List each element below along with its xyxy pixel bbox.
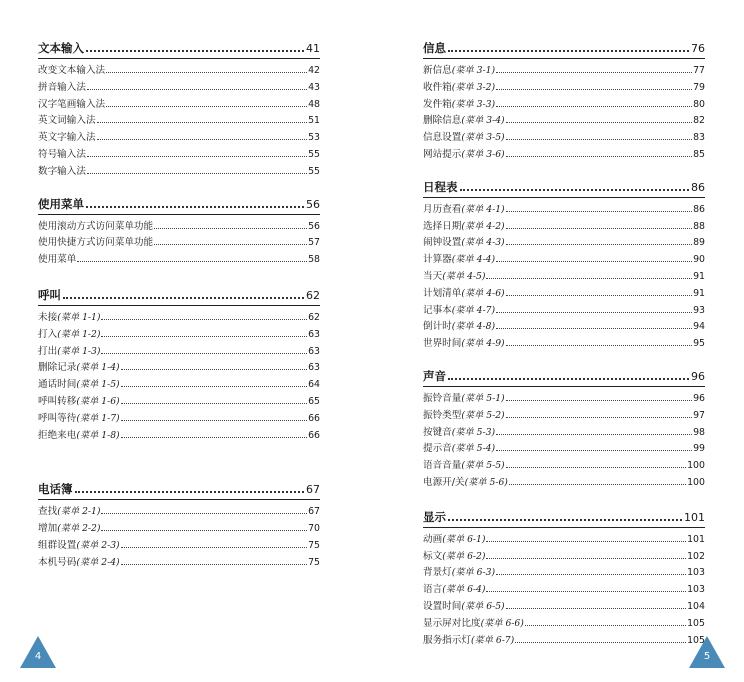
entry-label: 拼音输入法 — [38, 81, 86, 93]
entry-label: 记事本 — [423, 304, 452, 316]
entry-label: 新信息 — [423, 65, 452, 76]
toc-entry[interactable] — [38, 554, 320, 571]
dot-leader — [97, 139, 308, 140]
entry-menu-ref: (菜单 1-2) — [57, 328, 101, 340]
toc-entry[interactable] — [423, 112, 705, 129]
entry-page-number: 55 — [308, 165, 320, 177]
page-number-right: 5 — [703, 651, 711, 662]
toc-entry[interactable] — [38, 520, 320, 537]
toc-entry[interactable] — [423, 96, 705, 113]
entry-page-number: 98 — [693, 426, 705, 438]
toc-section — [38, 481, 320, 570]
entry-label: 信息设置 — [423, 132, 462, 144]
entry-page-number: 62 — [308, 311, 320, 323]
toc-entry[interactable] — [423, 440, 705, 457]
entry-menu-ref: (菜单 6-6) — [480, 617, 524, 629]
entry-menu-ref: (菜单 4-7) — [451, 304, 496, 316]
section-title: 声音 — [423, 368, 446, 383]
section-page-number: 101 — [684, 510, 705, 524]
toc-entry[interactable] — [38, 410, 320, 427]
dot-leader — [506, 608, 686, 609]
section-title-row[interactable] — [38, 287, 320, 306]
toc-section — [38, 196, 320, 268]
toc-entry[interactable] — [423, 318, 705, 335]
entry-page-number: 53 — [308, 132, 320, 144]
entry-menu-ref: (菜单 6-5) — [461, 600, 505, 612]
entry-page-number: 56 — [308, 220, 320, 232]
entry-menu-ref: (菜单 3-1) — [451, 65, 496, 76]
dot-leader — [87, 173, 307, 174]
section-title: 呼叫 — [38, 287, 61, 302]
dot-leader — [486, 591, 686, 592]
toc-entry[interactable] — [38, 146, 320, 163]
entry-menu-ref: (菜单 3-6) — [461, 148, 505, 160]
entry-page-number: 77 — [693, 65, 705, 76]
entry-label: 振铃音量 — [423, 392, 462, 404]
entry-label: 设置时间 — [423, 600, 462, 612]
toc-entry[interactable] — [423, 251, 705, 268]
entry-menu-ref: (菜单 2-1) — [57, 506, 101, 518]
toc-section — [423, 509, 705, 649]
entry-page-number: 91 — [693, 270, 705, 282]
entry-page-number: 43 — [308, 81, 320, 93]
toc-entry[interactable] — [38, 326, 320, 343]
entry-menu-ref: (菜单 5-3) — [451, 426, 496, 438]
entry-menu-ref: (菜单 2-2) — [57, 523, 101, 535]
entry-page-number: 51 — [308, 115, 320, 127]
entry-page-number: 91 — [693, 287, 705, 299]
entry-page-number: 66 — [308, 429, 320, 441]
entry-page-number: 103 — [687, 584, 705, 596]
entry-label: 数字输入法 — [38, 165, 86, 177]
toc-entry[interactable] — [38, 79, 320, 96]
entry-page-number: 104 — [687, 600, 705, 612]
dot-leader — [506, 211, 692, 212]
dot-leader — [448, 378, 689, 380]
toc-entry[interactable] — [423, 234, 705, 251]
section-title-row[interactable] — [38, 481, 320, 500]
entry-menu-ref: (菜单 4-9) — [461, 338, 505, 350]
entry-menu-ref: (菜单 1-3) — [57, 345, 101, 357]
entry-menu-ref: (菜单 4-6) — [461, 287, 505, 299]
entry-page-number: 42 — [308, 65, 320, 76]
dot-leader — [87, 89, 307, 90]
dot-leader — [154, 228, 307, 229]
entry-menu-ref: (菜单 5-1) — [461, 392, 505, 404]
entry-label: 动画 — [423, 533, 443, 545]
entry-menu-ref: (菜单 6-7) — [470, 634, 515, 646]
entry-page-number: 66 — [308, 412, 320, 424]
entry-label: 计算器 — [423, 254, 452, 266]
entry-page-number: 85 — [693, 148, 705, 160]
section-title-row[interactable] — [423, 179, 705, 198]
section-page-number: 56 — [306, 197, 320, 211]
dot-leader — [121, 386, 307, 387]
entry-menu-ref: (菜单 4-3) — [461, 237, 505, 249]
entry-page-number: 89 — [693, 237, 705, 249]
toc-entry[interactable] — [38, 537, 320, 554]
entry-menu-ref: (菜单 1-7) — [76, 412, 120, 424]
entry-label: 未接 — [38, 311, 58, 323]
entry-menu-ref: (菜单 3-3) — [451, 98, 496, 110]
section-page-number: 96 — [691, 369, 705, 383]
dot-leader — [496, 106, 692, 107]
entry-label: 闹钟设置 — [423, 237, 462, 249]
entry-label: 选择日期 — [423, 220, 462, 232]
entry-menu-ref: (菜单 5-6) — [464, 476, 508, 488]
entry-label: 显示屏对比度 — [423, 617, 481, 629]
entry-label: 发件箱 — [423, 98, 452, 110]
entry-page-number: 83 — [693, 132, 705, 144]
entry-label: 使用快捷方式访问菜单功能 — [38, 237, 154, 249]
entry-menu-ref: (菜单 5-5) — [461, 460, 505, 472]
entry-label: 网站提示 — [423, 148, 462, 160]
section-title: 文本输入 — [38, 41, 84, 55]
entry-menu-ref: (菜单 6-3) — [451, 567, 496, 579]
entry-page-number: 100 — [687, 476, 705, 488]
entry-page-number: 105 — [687, 617, 705, 629]
entry-page-number: 63 — [308, 362, 320, 374]
toc-section — [423, 368, 705, 491]
dot-leader — [496, 328, 692, 329]
entry-label: 背景灯 — [423, 567, 452, 579]
entry-page-number: 93 — [693, 304, 705, 316]
entry-menu-ref: (菜单 3-5) — [461, 132, 505, 144]
toc-entry[interactable] — [423, 129, 705, 146]
toc-entry[interactable] — [38, 393, 320, 410]
entry-menu-ref: (菜单 5-4) — [451, 443, 496, 455]
entry-menu-ref: (菜单 4-8) — [451, 321, 496, 333]
toc-entry[interactable] — [423, 335, 705, 352]
dot-leader — [154, 244, 307, 245]
dot-leader — [101, 513, 307, 514]
dot-leader — [101, 530, 307, 531]
entry-label: 服务指示灯 — [423, 634, 471, 646]
toc-entry[interactable] — [38, 376, 320, 393]
dot-leader — [97, 122, 308, 123]
dot-leader — [496, 450, 692, 451]
dot-leader — [515, 642, 686, 643]
entry-menu-ref: (菜单 1-5) — [76, 379, 120, 391]
entry-label: 汉字笔画输入法 — [38, 98, 106, 110]
entry-label: 本机号码 — [38, 556, 77, 568]
dot-leader — [525, 625, 686, 626]
entry-label: 收件箱 — [423, 81, 452, 93]
entry-page-number: 90 — [693, 254, 705, 266]
toc-left-column — [38, 40, 320, 571]
toc-entry[interactable] — [423, 146, 705, 163]
entry-menu-ref: (菜单 3-4) — [461, 115, 505, 127]
toc-entry[interactable] — [38, 112, 320, 129]
entry-page-number: 95 — [693, 338, 705, 350]
entry-label: 电源开/关 — [423, 476, 465, 488]
entry-menu-ref: (菜单 2-4) — [76, 556, 120, 568]
toc-entry[interactable] — [423, 390, 705, 407]
entry-menu-ref: (菜单 5-2) — [461, 409, 505, 421]
entry-page-number: 70 — [308, 523, 320, 535]
entry-menu-ref: (菜单 1-4) — [76, 362, 120, 374]
entry-page-number: 86 — [693, 203, 705, 215]
entry-label: 英文字输入法 — [38, 132, 96, 144]
entry-page-number: 75 — [308, 539, 320, 551]
dot-leader — [87, 156, 307, 157]
toc-entry[interactable] — [38, 427, 320, 444]
toc-entry[interactable] — [423, 531, 705, 548]
entry-menu-ref: (菜单 4-2) — [461, 220, 505, 232]
toc-entry[interactable] — [423, 615, 705, 632]
dot-leader — [86, 206, 304, 208]
dot-leader — [506, 295, 692, 296]
dot-leader — [121, 369, 307, 370]
toc-entry[interactable] — [38, 234, 320, 251]
entry-page-number: 88 — [693, 220, 705, 232]
section-page-number: 67 — [306, 483, 320, 497]
dot-leader — [496, 312, 692, 313]
entry-label: 振铃类型 — [423, 409, 462, 421]
entry-menu-ref: (菜单 4-4) — [451, 254, 496, 266]
entry-label: 语言 — [423, 584, 443, 596]
toc-right-column — [423, 40, 705, 648]
entry-label: 删除信息 — [423, 115, 462, 127]
dot-leader — [101, 353, 307, 354]
toc-section — [38, 287, 320, 443]
entry-page-number: 82 — [693, 115, 705, 127]
section-page-number: 41 — [306, 42, 320, 55]
toc-entry[interactable] — [38, 309, 320, 326]
dot-leader — [121, 437, 307, 438]
dot-leader — [496, 574, 686, 575]
entry-label: 标文 — [423, 550, 443, 562]
entry-menu-ref: (菜单 3-2) — [451, 81, 496, 93]
entry-label: 语音音量 — [423, 460, 462, 472]
entry-label: 增加 — [38, 523, 58, 535]
entry-page-number: 55 — [308, 148, 320, 160]
section-title: 显示 — [423, 509, 446, 524]
entry-page-number: 48 — [308, 98, 320, 110]
entry-page-number: 79 — [693, 81, 705, 93]
dot-leader — [506, 122, 692, 123]
toc-entry[interactable] — [423, 598, 705, 615]
entry-menu-ref: (菜单 2-3) — [76, 539, 120, 551]
page-number-left: 4 — [34, 651, 42, 662]
dot-leader — [506, 139, 692, 140]
entry-page-number: 58 — [308, 254, 320, 266]
entry-menu-ref: (菜单 1-6) — [76, 395, 120, 407]
entry-page-number: 102 — [687, 550, 705, 562]
dot-leader — [121, 403, 307, 404]
section-title: 日程表 — [423, 179, 458, 194]
toc-entry[interactable] — [423, 407, 705, 424]
entry-label: 使用菜单 — [38, 254, 77, 266]
toc-entry[interactable] — [423, 457, 705, 474]
section-title-row[interactable] — [38, 196, 320, 215]
dot-leader — [506, 156, 692, 157]
toc-entry[interactable] — [423, 564, 705, 581]
entry-page-number: 94 — [693, 321, 705, 333]
entry-page-number: 63 — [308, 345, 320, 357]
entry-menu-ref: (菜单 1-1) — [57, 311, 101, 323]
entry-label: 拒绝来电 — [38, 429, 77, 441]
dot-leader — [448, 50, 689, 52]
dot-leader — [448, 519, 682, 521]
entry-label: 使用滚动方式访问菜单功能 — [38, 220, 154, 232]
dot-leader — [509, 484, 686, 485]
toc-entry[interactable] — [38, 359, 320, 376]
toc-entry[interactable] — [423, 474, 705, 491]
entry-label: 当天 — [423, 270, 443, 282]
toc-entry[interactable] — [423, 268, 705, 285]
toc-entry[interactable] — [423, 201, 705, 218]
entry-page-number: 75 — [308, 556, 320, 568]
dot-leader — [460, 189, 690, 191]
entry-label: 查找 — [38, 506, 58, 518]
toc-entry[interactable] — [423, 302, 705, 319]
toc-section — [38, 40, 320, 180]
entry-page-number: 64 — [308, 379, 320, 391]
entry-page-number: 65 — [308, 395, 320, 407]
toc-entry[interactable] — [38, 503, 320, 520]
section-page-number: 62 — [306, 288, 320, 302]
section-title-row[interactable] — [423, 40, 705, 59]
entry-menu-ref: (菜单 1-8) — [76, 429, 120, 441]
toc-entry[interactable] — [38, 129, 320, 146]
dot-leader — [506, 244, 692, 245]
section-title-row[interactable] — [423, 509, 705, 528]
entry-menu-ref: (菜单 4-5) — [442, 270, 486, 282]
dot-leader — [121, 564, 307, 565]
dot-leader — [486, 278, 692, 279]
toc-section — [423, 179, 705, 352]
entry-page-number: 57 — [308, 237, 320, 249]
dot-leader — [496, 434, 692, 435]
entry-label: 呼叫等待 — [38, 412, 77, 424]
section-page-number: 76 — [691, 42, 705, 55]
entry-label: 倒计时 — [423, 321, 452, 333]
entry-menu-ref: (菜单 4-1) — [461, 203, 505, 215]
entry-page-number: 80 — [693, 98, 705, 110]
dot-leader — [106, 106, 307, 107]
entry-label: 组群设置 — [38, 539, 77, 551]
toc-entry[interactable] — [423, 218, 705, 235]
toc-entry[interactable] — [38, 96, 320, 113]
entry-page-number: 63 — [308, 328, 320, 340]
section-page-number: 86 — [691, 180, 705, 194]
section-title: 电话簿 — [38, 482, 73, 497]
section-title-row[interactable] — [38, 40, 320, 59]
dot-leader — [121, 420, 307, 421]
toc-entry[interactable] — [423, 632, 705, 649]
dot-leader — [75, 491, 305, 493]
entry-label: 月历查看 — [423, 203, 462, 215]
dot-leader — [496, 72, 692, 73]
entry-page-number: 99 — [693, 443, 705, 455]
entry-page-number: 96 — [693, 392, 705, 404]
toc-entry[interactable] — [423, 581, 705, 598]
toc-entry[interactable] — [38, 251, 320, 268]
dot-leader — [121, 547, 307, 548]
dot-leader — [506, 417, 692, 418]
entry-page-number: 105 — [687, 634, 705, 646]
toc-entry[interactable] — [423, 548, 705, 565]
entry-label: 删除记录 — [38, 362, 77, 374]
toc-entry[interactable] — [423, 79, 705, 96]
toc-entry[interactable] — [423, 424, 705, 441]
entry-page-number: 103 — [687, 567, 705, 579]
entry-label: 按键音 — [423, 426, 452, 438]
entry-label: 符号输入法 — [38, 148, 86, 160]
toc-entry[interactable] — [423, 62, 705, 79]
toc-entry[interactable] — [38, 163, 320, 180]
dot-leader — [101, 319, 307, 320]
toc-entry[interactable] — [423, 285, 705, 302]
dot-leader — [77, 261, 307, 262]
entry-label: 通话时间 — [38, 379, 77, 391]
dot-leader — [506, 345, 692, 346]
dot-leader — [506, 400, 692, 401]
entry-label: 打出 — [38, 345, 58, 357]
dot-leader — [506, 228, 692, 229]
entry-label: 计划清单 — [423, 287, 462, 299]
toc-entry[interactable] — [38, 62, 320, 79]
entry-page-number: 101 — [687, 533, 705, 545]
dot-leader — [506, 467, 686, 468]
section-title: 使用菜单 — [38, 196, 84, 211]
entry-label: 打入 — [38, 328, 58, 340]
entry-page-number: 67 — [308, 506, 320, 518]
dot-leader — [496, 261, 692, 262]
dot-leader — [86, 50, 304, 52]
dot-leader — [496, 89, 692, 90]
entry-label: 英文词输入法 — [38, 115, 96, 127]
dot-leader — [106, 72, 307, 73]
entry-menu-ref: (菜单 6-2) — [442, 550, 486, 562]
dot-leader — [101, 336, 307, 337]
entry-page-number: 97 — [693, 409, 705, 421]
entry-menu-ref: (菜单 6-4) — [442, 584, 486, 596]
toc-entry[interactable] — [38, 218, 320, 235]
toc-entry[interactable] — [38, 343, 320, 360]
section-title: 信息 — [423, 41, 446, 55]
section-title-row[interactable] — [423, 368, 705, 387]
entry-label: 世界时间 — [423, 338, 462, 350]
entry-label: 提示音 — [423, 443, 452, 455]
entry-label: 呼叫转移 — [38, 395, 77, 407]
dot-leader — [486, 541, 686, 542]
dot-leader — [63, 297, 304, 299]
dot-leader — [486, 558, 686, 559]
toc-section — [423, 40, 705, 163]
entry-page-number: 100 — [687, 460, 705, 472]
entry-menu-ref: (菜单 6-1) — [442, 533, 486, 545]
entry-label: 改变文本输入法 — [38, 65, 106, 76]
